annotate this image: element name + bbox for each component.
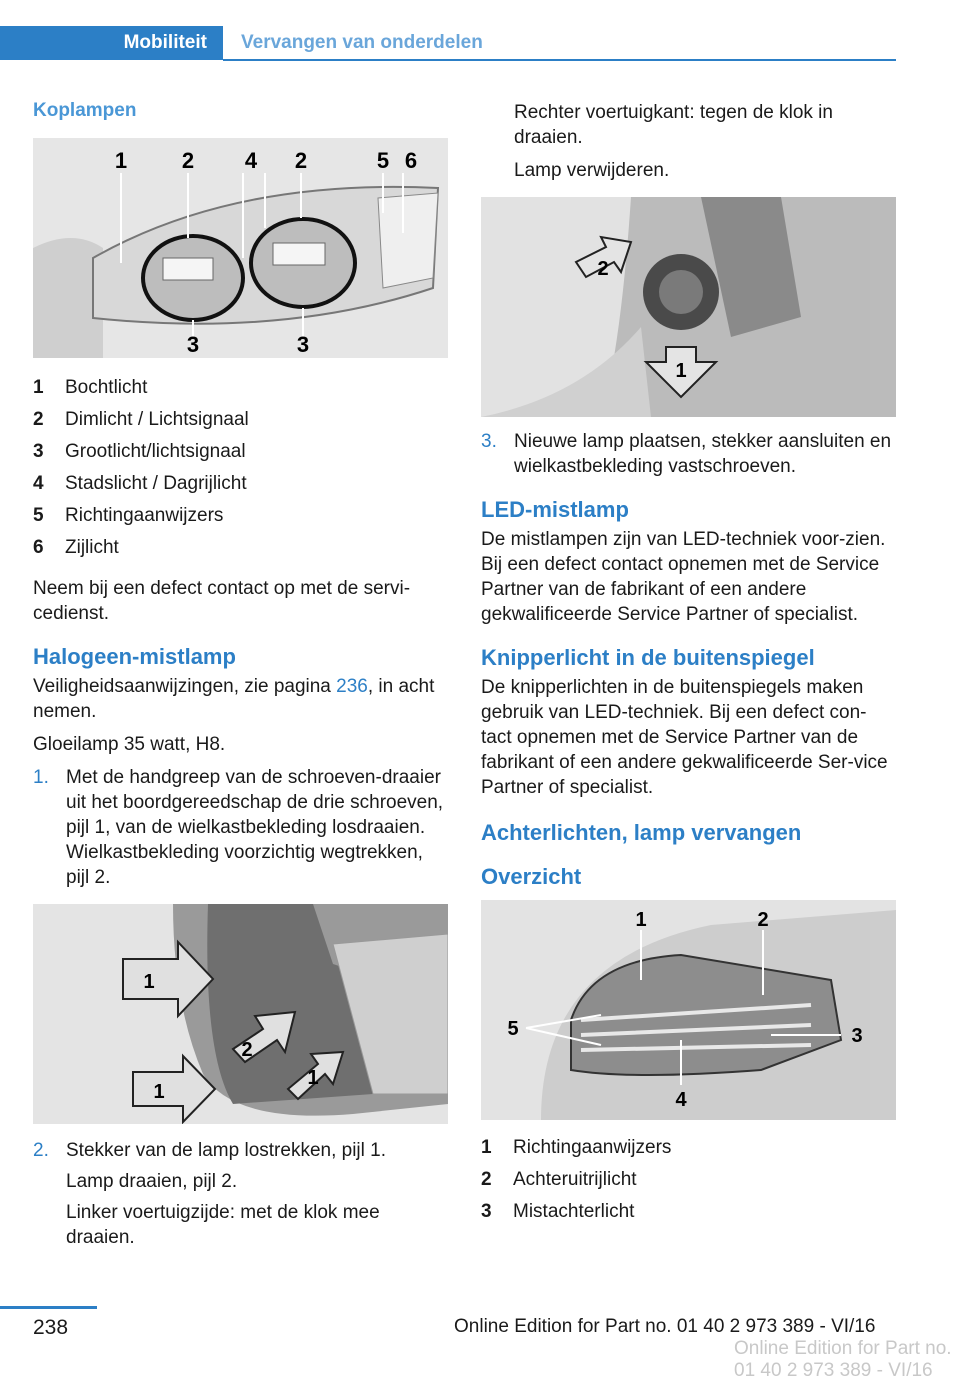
fog-lamp-illustration xyxy=(481,197,896,417)
legend-item xyxy=(33,404,448,436)
headlight-callout-6: 6 xyxy=(404,148,418,173)
step-number: 3. xyxy=(481,431,497,452)
legend-number: 2 xyxy=(481,1169,492,1190)
headlight-callout-3b: 3 xyxy=(296,332,310,357)
tab-mobiliteit[interactable]: Mobiliteit xyxy=(0,26,223,60)
tail-callout-3: 3 xyxy=(851,1025,863,1047)
wheel-callout-2: 2 xyxy=(241,1039,253,1061)
wheel-arch-illustration xyxy=(33,904,448,1124)
achterlichten-heading: Achterlichten, lamp vervangen xyxy=(481,820,802,845)
legend-item xyxy=(33,372,448,404)
wheel-callout-1b: 1 xyxy=(153,1081,165,1103)
safety-text-before: Veiligheidsaanwijzingen, zie pagina xyxy=(33,676,337,697)
headlight-callout-5: 5 xyxy=(376,148,390,173)
step-text: Met de handgreep van de schroeven-draaier uit het boordgereedschap de drie schroeven, pijl 1, van de wielkastbekleding losdraaien. Wielkastbekleding voorzichtig wegtrekken, pijl 2. xyxy=(66,767,444,888)
legend-item xyxy=(33,500,448,532)
legend-label: Richtingaanwijzers xyxy=(65,505,224,526)
wheel-callout-1a: 1 xyxy=(143,971,155,993)
fog-callout-1: 1 xyxy=(675,360,687,382)
legend-item xyxy=(33,532,448,564)
legend-label: Achteruitrijlicht xyxy=(513,1169,637,1190)
legend-label: Mistachterlicht xyxy=(513,1201,635,1222)
safety-note xyxy=(33,674,448,724)
step-3 xyxy=(481,429,896,479)
taillight-legend xyxy=(481,1132,896,1228)
headlight-callout-2b: 2 xyxy=(294,148,308,173)
knipperlicht-heading: Knipperlicht in de buitenspiegel xyxy=(481,645,815,670)
step-text xyxy=(66,1138,448,1256)
step-number: 1. xyxy=(33,767,49,788)
legend-item xyxy=(481,1164,896,1196)
footer-rule xyxy=(0,1306,97,1309)
legend-label: Bochtlicht xyxy=(65,377,148,398)
legend-label: Zijlicht xyxy=(65,537,119,558)
wheel-callout-1c: 1 xyxy=(307,1067,319,1089)
page-header xyxy=(0,26,896,62)
taillight-illustration xyxy=(481,900,896,1120)
safety-text-after: , in acht nemen. xyxy=(33,676,435,722)
legend-item xyxy=(33,436,448,468)
step-text: Nieuwe lamp plaatsen, stekker aansluiten en wielkastbekleding vastschroeven. xyxy=(514,431,892,477)
led-mistlamp-text: De mistlampen zijn van LED-techniek voor-zien. Bij een defect contact opnemen met de Service Partner van de fabrikant of een andere gekwalificeerde Service Partner of specialist. xyxy=(481,529,886,625)
legend-number: 5 xyxy=(33,505,44,526)
headlight-callout-1: 1 xyxy=(114,148,128,173)
step-2-line: Lamp verwijderen. xyxy=(514,160,670,181)
step-2-continued xyxy=(481,100,896,183)
legend-label: Stadslicht / Dagrijlicht xyxy=(65,473,247,494)
bulb-spec: Gloeilamp 35 watt, H8. xyxy=(33,734,226,755)
step-1 xyxy=(33,765,448,890)
tail-callout-2: 2 xyxy=(757,909,769,931)
right-column xyxy=(481,100,896,1240)
fog-callout-2: 2 xyxy=(597,258,609,280)
legend-item xyxy=(481,1196,896,1228)
headlight-legend xyxy=(33,372,448,564)
step-number: 2. xyxy=(33,1140,49,1161)
page-number: 238 xyxy=(33,1316,69,1339)
halogeen-mistlamp-heading: Halogeen-mistlamp xyxy=(33,644,236,669)
tab-vervangen-van-onderdelen[interactable]: Vervangen van onderdelen xyxy=(241,32,483,53)
legend-label: Grootlicht/lichtsignaal xyxy=(65,441,246,462)
legend-number: 4 xyxy=(33,473,44,494)
overzicht-heading: Overzicht xyxy=(481,864,582,889)
step-2-line: Linker voertuigzijde: met de klok mee draaien. xyxy=(66,1202,380,1248)
legend-label: Dimlicht / Lichtsignaal xyxy=(65,409,249,430)
tail-callout-1: 1 xyxy=(635,909,647,931)
header-rule xyxy=(223,59,896,61)
page-link-236[interactable]: 236 xyxy=(336,676,368,697)
legend-number: 6 xyxy=(33,537,44,558)
legend-number: 3 xyxy=(33,441,44,462)
legend-number: 1 xyxy=(33,377,44,398)
watermark-text: Online Edition for Part no. 01 40 2 973 389 - VI/16 xyxy=(734,1338,952,1381)
koplampen-heading: Koplampen xyxy=(33,100,137,121)
headlight-illustration xyxy=(33,138,448,358)
legend-number: 2 xyxy=(33,409,44,430)
led-mistlamp-heading: LED-mistlamp xyxy=(481,497,629,522)
defect-note: Neem bij een defect contact op met de servi-cedienst. xyxy=(33,578,411,624)
step-2 xyxy=(33,1138,448,1256)
edition-text: Online Edition for Part no. 01 40 2 973 389 - VI/16 xyxy=(454,1316,876,1337)
step-2-line: Rechter voertuigkant: tegen de klok in draaien. xyxy=(514,102,833,148)
step-2-line: Stekker van de lamp lostrekken, pijl 1. xyxy=(66,1140,386,1161)
legend-label: Richtingaanwijzers xyxy=(513,1137,672,1158)
knipperlicht-text: De knipperlichten in de buitenspiegels maken gebruik van LED-techniek. Bij een defect con-tact opnemen met de Service Partner van de fabrikant of een andere gekwalificeerde Ser-vice Partner of specialist. xyxy=(481,677,888,798)
legend-item xyxy=(481,1132,896,1164)
tail-callout-5: 5 xyxy=(507,1018,519,1040)
step-2-line: Lamp draaien, pijl 2. xyxy=(66,1171,238,1192)
legend-item xyxy=(33,468,448,500)
legend-number: 1 xyxy=(481,1137,492,1158)
headlight-callout-3a: 3 xyxy=(186,332,200,357)
legend-number: 3 xyxy=(481,1201,492,1222)
headlight-callout-2a: 2 xyxy=(181,148,195,173)
tail-callout-4: 4 xyxy=(675,1089,687,1111)
left-column xyxy=(33,100,448,1262)
headlight-callout-4: 4 xyxy=(244,148,258,173)
